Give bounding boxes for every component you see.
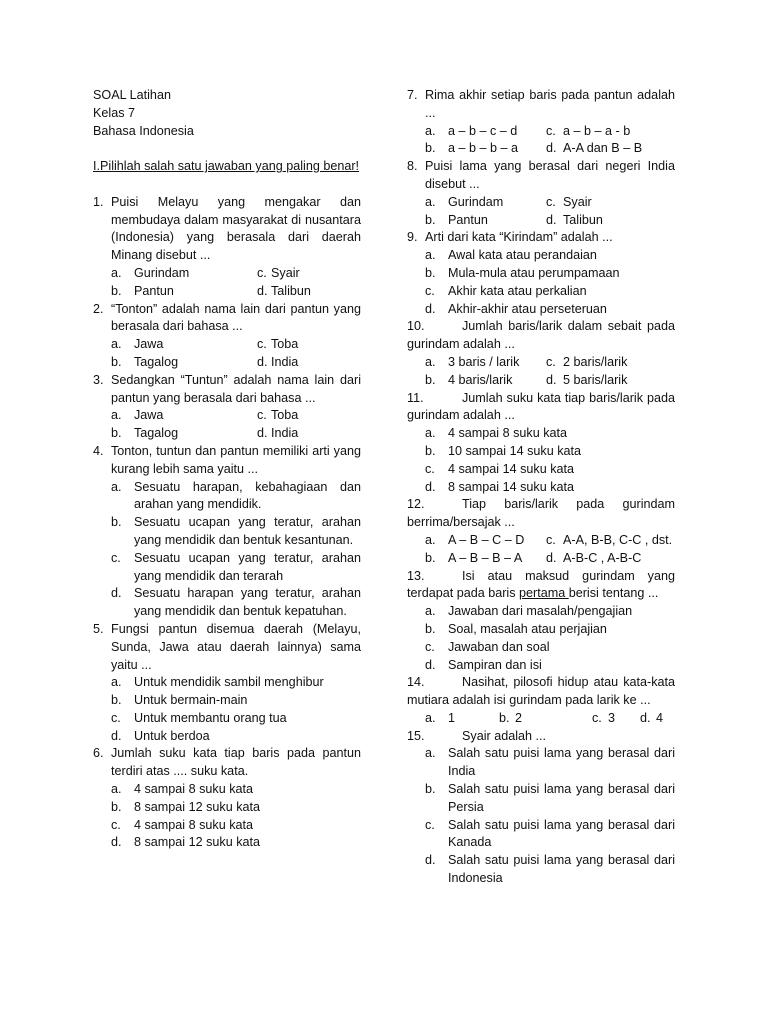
option-c: c. A-A, B-B, C-C , dst.: [546, 532, 673, 547]
option-a: a. Gurindam: [111, 265, 190, 280]
question-text: Isi atau maksud gurindam yang terdapat pada baris pertama berisi tentang ...: [407, 568, 675, 601]
option-b: b. Mula-mula atau perumpamaan: [425, 265, 620, 280]
option-d: d. Sesuatu harapan yang teratur, arahan yang mendidik dan bentuk kepatuhan.: [111, 586, 361, 619]
question-number: 6.: [93, 746, 104, 761]
question-text: Syair adalah ...: [462, 728, 547, 743]
options: [407, 710, 675, 728]
option-a: a. Jawa: [111, 337, 164, 352]
option-d: d. India: [257, 426, 299, 441]
option-c: c. 4 sampai 8 suku kata: [111, 817, 254, 832]
options: [93, 407, 361, 443]
question-15: [407, 728, 675, 888]
question-1: [93, 194, 361, 301]
options: [93, 265, 361, 301]
option-a: a. 1: [425, 710, 456, 725]
question-number: 4.: [93, 443, 104, 458]
question-11: [407, 390, 675, 497]
option-b: b. Pantun: [111, 283, 174, 298]
question-number: 12.: [407, 497, 425, 512]
option-a: a. Jawaban dari masalah/pengajian: [425, 604, 633, 619]
question-number: 15.: [407, 728, 425, 743]
option-b: b. Sesuatu ucapan yang teratur, arahan yang mendidik dan bentuk kesantunan.: [111, 515, 361, 547]
instruction-text: I.Pilihlah salah satu jawaban yang paling benar!: [93, 159, 360, 174]
options: [407, 123, 675, 159]
option-a: a. Sesuatu harapan, kebahagiaan dan arahan yang mendidik.: [111, 479, 361, 512]
question-text: Puisi lama yang berasal dari negeri India disebut ...: [425, 159, 675, 191]
question-2: [93, 301, 361, 372]
option-b: b. Tagalog: [111, 426, 179, 441]
option-b: b. Soal, masalah atau perjajian: [425, 621, 607, 636]
option-c: c. Toba: [257, 408, 299, 423]
option-b: b. 10 sampai 14 suku kata: [425, 443, 582, 458]
question-number: 8.: [407, 159, 418, 174]
option-c: c. 3: [592, 710, 616, 725]
option-c: c. 4 sampai 14 suku kata: [425, 461, 575, 476]
doc-title: SOAL Latihan: [93, 88, 171, 102]
option-d: d. 8 sampai 14 suku kata: [425, 479, 575, 494]
question-text: Jumlah baris/larik dalam sebait pada gurindam adalah ...: [407, 319, 675, 352]
question-text: Jumlah suku kata tiap baris pada pantun terdiri atas .... suku kata.: [111, 746, 361, 779]
option-a: a. A – B – C – D: [425, 532, 525, 547]
option-a: a. Gurindam: [425, 194, 504, 209]
question-number: 2.: [93, 301, 104, 316]
option-a: a. 4 sampai 8 suku kata: [111, 782, 254, 797]
question-12: [407, 496, 675, 567]
option-c: c. Jawaban dan soal: [425, 639, 550, 654]
option-d: d. Talibun: [257, 283, 311, 298]
question-text: Fungsi pantun disemua daerah (Melayu, Sunda, Jawa atau daerah lainnya) sama yaitu ...: [111, 621, 361, 672]
option-b: b. 2: [499, 710, 523, 725]
question-text: Rima akhir setiap baris pada pantun adalah ...: [425, 88, 675, 120]
options: [93, 336, 361, 372]
question-text: Arti dari kata “Kirindam” adalah ...: [425, 230, 613, 245]
question-text: “Tonton” adalah nama lain dari pantun yang berasala dari bahasa ...: [111, 301, 361, 334]
option-c: c. Salah satu puisi lama yang berasal dari Kanada: [425, 817, 675, 850]
option-d: d. 4: [640, 710, 664, 725]
question-number: 14.: [407, 675, 425, 690]
option-d: d. India: [257, 354, 299, 369]
options: [407, 194, 675, 230]
option-b: b. Pantun: [425, 212, 488, 227]
option-a: a. a – b – c – d: [425, 123, 518, 138]
option-d: d. Sampiran dan isi: [425, 657, 542, 672]
option-a: a. Jawa: [111, 408, 164, 423]
option-d: d. Akhir-akhir atau perseteruan: [425, 301, 607, 316]
option-d: d. A-B-C , A-B-C: [546, 550, 642, 565]
question-text: Tonton, tuntun dan pantun memiliki arti yang kurang lebih sama yaitu ...: [111, 443, 361, 476]
option-c: c. Syair: [257, 265, 300, 280]
option-d: d. Untuk berdoa: [111, 728, 210, 743]
question-number: 11.: [407, 390, 424, 405]
option-c: c. Untuk membantu orang tua: [111, 710, 287, 725]
option-c: c. Sesuatu ucapan yang teratur, arahan yang mendidik dan terarah: [111, 550, 361, 583]
question-number: 13.: [407, 568, 425, 583]
question-number: 1.: [93, 194, 104, 209]
question-text: Tiap baris/larik pada gurindam berrima/bersajak ...: [407, 497, 675, 530]
option-d: d. Salah satu puisi lama yang berasal dari Indonesia: [425, 853, 675, 886]
option-d: d. 8 sampai 12 suku kata: [111, 835, 261, 850]
question-text: Nasihat, pilosofi hidup atau kata-kata mutiara adalah isi gurindam pada larik ke ...: [407, 675, 675, 708]
question-number: 7.: [407, 88, 418, 102]
option-c: c. Syair: [546, 194, 592, 209]
option-d: d. 5 baris/larik: [546, 372, 628, 387]
option-d: d. Talibun: [546, 212, 603, 227]
option-a: a. Salah satu puisi lama yang berasal dari India: [425, 746, 675, 779]
option-c: c. a – b – a - b: [546, 123, 631, 138]
doc-subject: Bahasa Indonesia: [93, 123, 194, 138]
option-d: d. A-A dan B – B: [546, 141, 643, 156]
question-4: [93, 443, 361, 621]
question-3: [93, 372, 361, 443]
option-a: a. 3 baris / larik: [425, 354, 520, 369]
option-c: c. Toba: [257, 337, 299, 352]
question-9: [407, 229, 675, 318]
option-b: b. a – b – b – a: [425, 141, 519, 156]
question-5: [93, 621, 361, 746]
options: [407, 354, 675, 390]
option-c: c. Akhir kata atau perkalian: [425, 283, 587, 298]
question-number: 3.: [93, 372, 104, 387]
question-10: [407, 318, 675, 389]
option-b: b. A – B – B – A: [425, 550, 523, 565]
option-b: b. 8 sampai 12 suku kata: [111, 799, 261, 814]
option-c: c. 2 baris/larik: [546, 354, 628, 369]
question-14: [407, 674, 675, 727]
question-13: [407, 568, 675, 675]
option-a: a. 4 sampai 8 suku kata: [425, 426, 568, 441]
question-8: [407, 158, 675, 229]
doc-class: Kelas 7: [93, 105, 136, 120]
option-b: b. Untuk bermain-main: [111, 693, 248, 708]
right-column: [407, 87, 675, 888]
question-6: [93, 745, 361, 852]
option-a: a. Awal kata atau perandaian: [425, 248, 597, 263]
question-text: Puisi Melayu yang mengakar dan membudaya dalam masyarakat di nusantara (Indonesia) yang berasala dari daerah Minang disebut ...: [111, 194, 361, 263]
underlined-word: pertama: [519, 586, 569, 601]
question-7: [407, 87, 675, 158]
options: [407, 532, 675, 568]
option-b: b. Salah satu puisi lama yang berasal dari Persia: [425, 782, 675, 814]
question-text: Jumlah suku kata tiap baris/larik pada gurindam adalah ...: [407, 390, 675, 423]
question-number: 9.: [407, 230, 418, 245]
left-column: [93, 87, 361, 852]
question-number: 5.: [93, 621, 104, 636]
option-a: a. Untuk mendidik sambil menghibur: [111, 675, 324, 690]
question-text: Sedangkan “Tuntun” adalah nama lain dari pantun yang berasala dari bahasa ...: [111, 372, 361, 405]
option-b: b. 4 baris/larik: [425, 372, 513, 387]
option-b: b. Tagalog: [111, 354, 179, 369]
question-number: 10.: [407, 319, 425, 334]
